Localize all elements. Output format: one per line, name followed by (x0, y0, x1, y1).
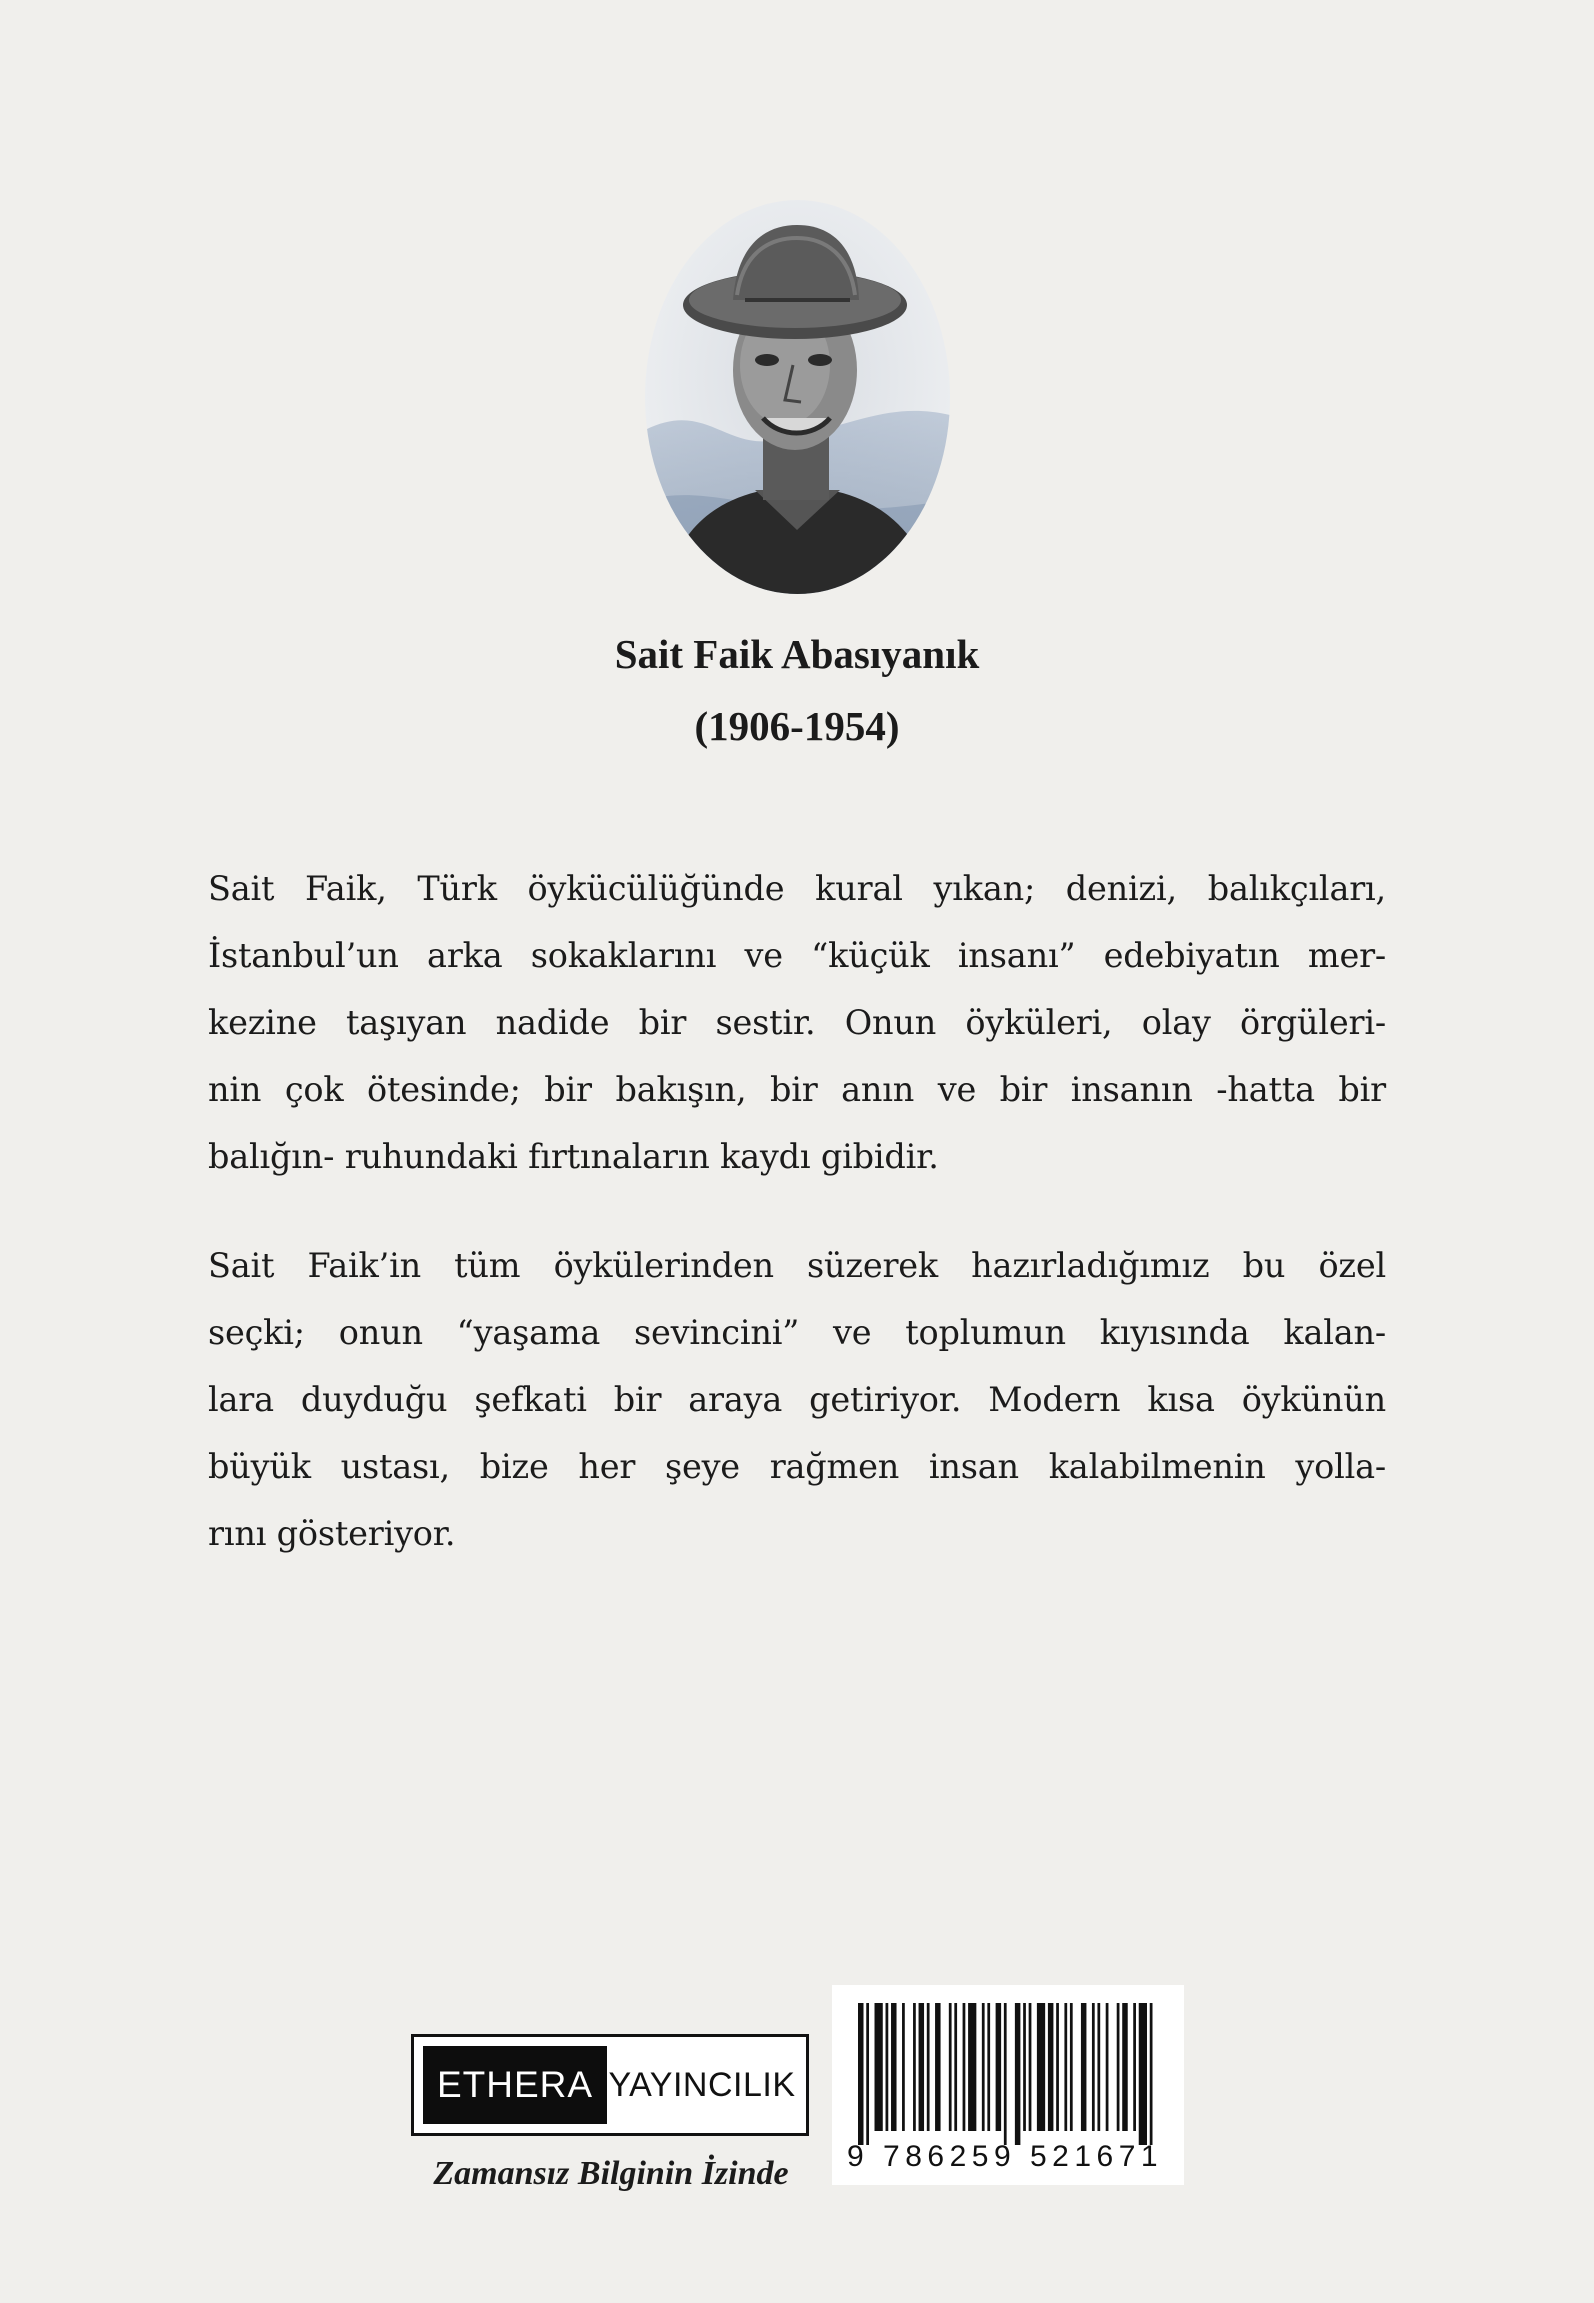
barcode-bar (987, 2003, 990, 2131)
barcode-bar (982, 2003, 985, 2131)
blurb-line: kezine taşıyan nadide bir sestir. Onun öyküleri, olay örgüleri- (208, 1003, 1386, 1042)
barcode-bar (886, 2003, 889, 2131)
publisher-logo (411, 2034, 809, 2136)
barcode-bar (866, 2003, 869, 2145)
barcode-bar (1056, 2003, 1059, 2131)
barcode-bar (963, 2003, 966, 2131)
barcode-bar (858, 2003, 864, 2145)
blurb-line: Sait Faik, Türk öykücülüğünde kural yıkan; denizi, balıkçıları, (208, 869, 1386, 908)
author-name: Sait Faik Abasıyanık (614, 631, 980, 677)
barcode-bar (1037, 2003, 1045, 2131)
barcode-bar (1048, 2003, 1054, 2131)
blurb-line: büyük ustası, bize her şeye rağmen insan kalabilmenin yolla- (208, 1447, 1386, 1486)
barcode-bar (927, 2003, 930, 2131)
blurb-paragraph-1 (208, 855, 1386, 1190)
barcode-bar (919, 2003, 925, 2131)
isbn-digits: 9 786259 521671 (847, 2140, 1164, 2173)
barcode-bar (1117, 2003, 1120, 2131)
blurb-line: lara duyduğu şefkati bir araya getiriyor. Modern kısa öykünün (208, 1380, 1386, 1419)
barcode-bar (1122, 2003, 1128, 2131)
author-years: (1906-1954) (694, 703, 900, 749)
barcode-bar (1150, 2003, 1153, 2145)
isbn-barcode (832, 1985, 1184, 2185)
blurb-line: rını gösteriyor. (208, 1514, 456, 1553)
barcode-bar (913, 2003, 916, 2131)
barcode-bar (1023, 2003, 1026, 2131)
barcode-bar (1070, 2003, 1073, 2131)
barcode-bar (891, 2003, 897, 2131)
blurb-line: nin çok ötesinde; bir bakışın, bir anın ve bir insanın -hatta bir (208, 1070, 1386, 1109)
barcode-bar (1015, 2003, 1021, 2145)
barcode-bar (1133, 2003, 1136, 2131)
blurb-line: İstanbul’un arka sokaklarını ve “küçük insanı” edebiyatın mer- (208, 936, 1386, 975)
author-portrait (645, 200, 950, 594)
barcode-bar (949, 2003, 952, 2131)
blurb-line: seçki; onun “yaşama sevincini” ve toplumun kıyısında kalan- (208, 1313, 1386, 1352)
blurb-paragraph-2 (208, 1232, 1386, 1567)
barcode-bar (1092, 2003, 1095, 2131)
publisher-tagline: Zamansız Bilginin İzinde (433, 2155, 789, 2192)
publisher-logo-dark-part: ETHERA (423, 2046, 607, 2124)
barcode-bar (1029, 2003, 1032, 2131)
barcode-bar (1004, 2003, 1007, 2145)
barcode-bar (1064, 2003, 1067, 2131)
blurb-line: balığın- ruhundaki fırtınaların kaydı gibidir. (208, 1137, 939, 1176)
barcode-bar (902, 2003, 905, 2131)
barcode-bars (858, 2003, 1158, 2145)
barcode-bar (1097, 2003, 1100, 2131)
barcode-bar (875, 2003, 883, 2131)
blurb-line: Sait Faik’in tüm öykülerinden süzerek hazırladığımız bu özel (208, 1246, 1386, 1285)
barcode-bar (1106, 2003, 1109, 2131)
barcode-bar (954, 2003, 957, 2131)
publisher-logo-light-part: YAYINCILIK (608, 2065, 796, 2104)
barcode-bar (935, 2003, 941, 2131)
barcode-bar (968, 2003, 976, 2131)
barcode-bar (996, 2003, 1002, 2131)
barcode-bar (1139, 2003, 1147, 2145)
barcode-bar (1081, 2003, 1087, 2131)
